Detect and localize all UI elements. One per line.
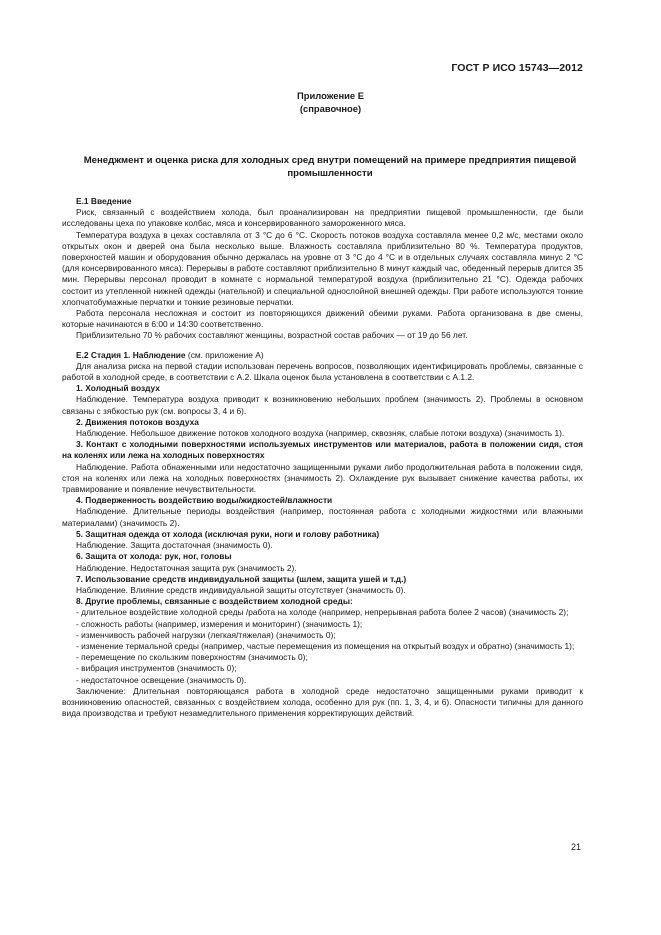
- paragraph: Приблизительно 70 % рабочих составляют женщины, возрастной состав рабочих — от 19 до 56 лет.: [76, 330, 468, 341]
- item-text: Наблюдение. Длительные периоды воздействия (например, постоянная работа с холодными жидкостями или влажными материалами) (значимость 2).: [62, 506, 583, 528]
- item-heading: 1. Холодный воздух: [76, 383, 160, 394]
- conclusion: Заключение: Длительная повторяющаяся работа в холодной среде недостаточно защищенными руками приводит к возникновению опасностей, связанных с воздействием холода, особенно для рук (пп. 1, 3, 4, и 6). Опасности типичны для данного вида производства и требуют незамедлительного применения корректирующих действий.: [62, 685, 583, 719]
- item-heading: 8. Другие проблемы, связанные с воздействием холодной среды:: [76, 596, 353, 607]
- list-item: - сложность работы (например, измерения и мониторинг) (значимость 1);: [76, 618, 363, 629]
- page-number: 21: [570, 842, 581, 852]
- section-heading-e2: [62, 350, 583, 361]
- item-heading: 2. Движения потоков воздуха: [76, 416, 199, 427]
- section-heading-e1: Е.1 Введение: [76, 196, 132, 206]
- item-heading: 6. Защита от холода: рук, ног, головы: [76, 551, 232, 562]
- item-text: Наблюдение. Защита достаточная (значимость 0).: [76, 540, 273, 551]
- list-item: - длительное воздействие холодной среды /работа на холоде (например, непрерывная работа более 2 часов) (значимость 2);: [76, 607, 569, 618]
- main-title: Менеджмент и оценка риска для холодных сред внутри помещений на примере предприятия пищевой промышленности: [83, 155, 577, 179]
- section-heading-e2-ref: (см. приложение А): [185, 349, 264, 360]
- list-item: - изменчивость рабочей нагрузки (легкая/тяжелая) (значимость 0);: [76, 629, 336, 640]
- document-body: [62, 196, 583, 719]
- document-code: ГОСТ Р ИСО 15743—2012: [451, 62, 583, 74]
- section-heading-e2-bold: Е.2 Стадия 1. Наблюдение: [76, 349, 186, 360]
- item-heading: 4. Подверженность воздействию воды/жидкостей/влажности: [76, 495, 333, 506]
- list-item: - вибрация инструментов (значимость 0);: [76, 663, 237, 674]
- item-text: Наблюдение. Небольшое движение потоков холодного воздуха (например, сквозняк, слабые потоки воздуха) (значимость 1).: [76, 428, 565, 439]
- list-item: - перемещение по скользким поверхностям (значимость 0);: [76, 652, 308, 663]
- item-heading: 3. Контакт с холодными поверхностями используемых инструментов или материалов, работа в положении сидя, стоя на коленях или лежа на холодных поверхностях: [62, 439, 583, 461]
- item-heading: 7. Использование средств индивидуальной защиты (шлем, защита ушей и т.д.): [76, 573, 407, 584]
- appendix-title: Приложение Е: [297, 90, 364, 101]
- list-item: - недостаточное освещение (значимость 0).: [76, 674, 247, 685]
- item-heading: 5. Защитная одежда от холода (исключая руки, ноги и голову работника): [76, 528, 380, 539]
- paragraph: Температура воздуха в цехах составляла от 3 °С до 6 °С. Скорость потоков воздуха составляла менее 0,2 м/с, местами около открытых окон и дверей она была несколько выше. Влажность составляла приблизительно 80 %. Температура продуктов, поверхностей машин и оборудования обычно держалась на уровне от 3 °С до 4 °С и в отдельных случаях составляла минус 2 °С (для консервированного мяса). Перерывы в работе составляют приблизительно 8 минут каждый час, обеденный перерыв длится 35 мин. Перерывы персонал проводит в комнате с нормальной температурой воздуха (приблизительно 21 °С). Одежда рабочих состоит из утепленной нижней одежды (нательной) и специальной однослойной внешней одежды. При работе используются тонкие хлопчатобумажные перчатки и тонкие резиновые перчатки.: [62, 229, 583, 307]
- paragraph: Для анализа риска на первой стадии использован перечень вопросов, позволяющих идентифицировать проблемы, связанные с работой в холодной среде, в соответствии с А.2. Шкала оценок была установлена в соответствии с А.1.2.: [62, 360, 583, 383]
- appendix-note: (справочное): [299, 103, 362, 114]
- item-text: Наблюдение. Влияние средств индивидуальной защиты отсутствует (значимость 0).: [76, 584, 406, 595]
- item-text: Наблюдение. Температура воздуха приводит к возникновению небольших проблем (значимость 2). Проблемы в основном связаны с зябкостью рук (см. вопросы 3, 4 и 6).: [62, 394, 583, 416]
- item-text: Наблюдение. Работа обнаженными или недостаточно защищенными руками либо продолжительная работа в положении сидя, стоя на коленях или лежа на холодных поверхностях (значимость 2). Охлаждение рук вызывает снижение качества работы, их травмирование и появление нечувствительности.: [62, 461, 583, 495]
- paragraph: Работа персонала несложная и состоит из повторяющихся движений обеими руками. Работа организована в две смены, которые начинаются в 6:00 и 14:30 соответственно.: [62, 308, 583, 330]
- paragraph: Риск, связанный с воздействием холода, был проанализирован на предприятии пищевой промышленности, где были исследованы цеха по упаковке колбас, мяса и консервированного замороженного мяса.: [62, 207, 583, 229]
- item-text: Наблюдение. Недостаточная защита рук (значимость 2).: [76, 562, 297, 573]
- list-item: - изменение термальной среды (например, частые перемещения из помещения на открытый воздух и обратно) (значимость 1);: [76, 640, 575, 651]
